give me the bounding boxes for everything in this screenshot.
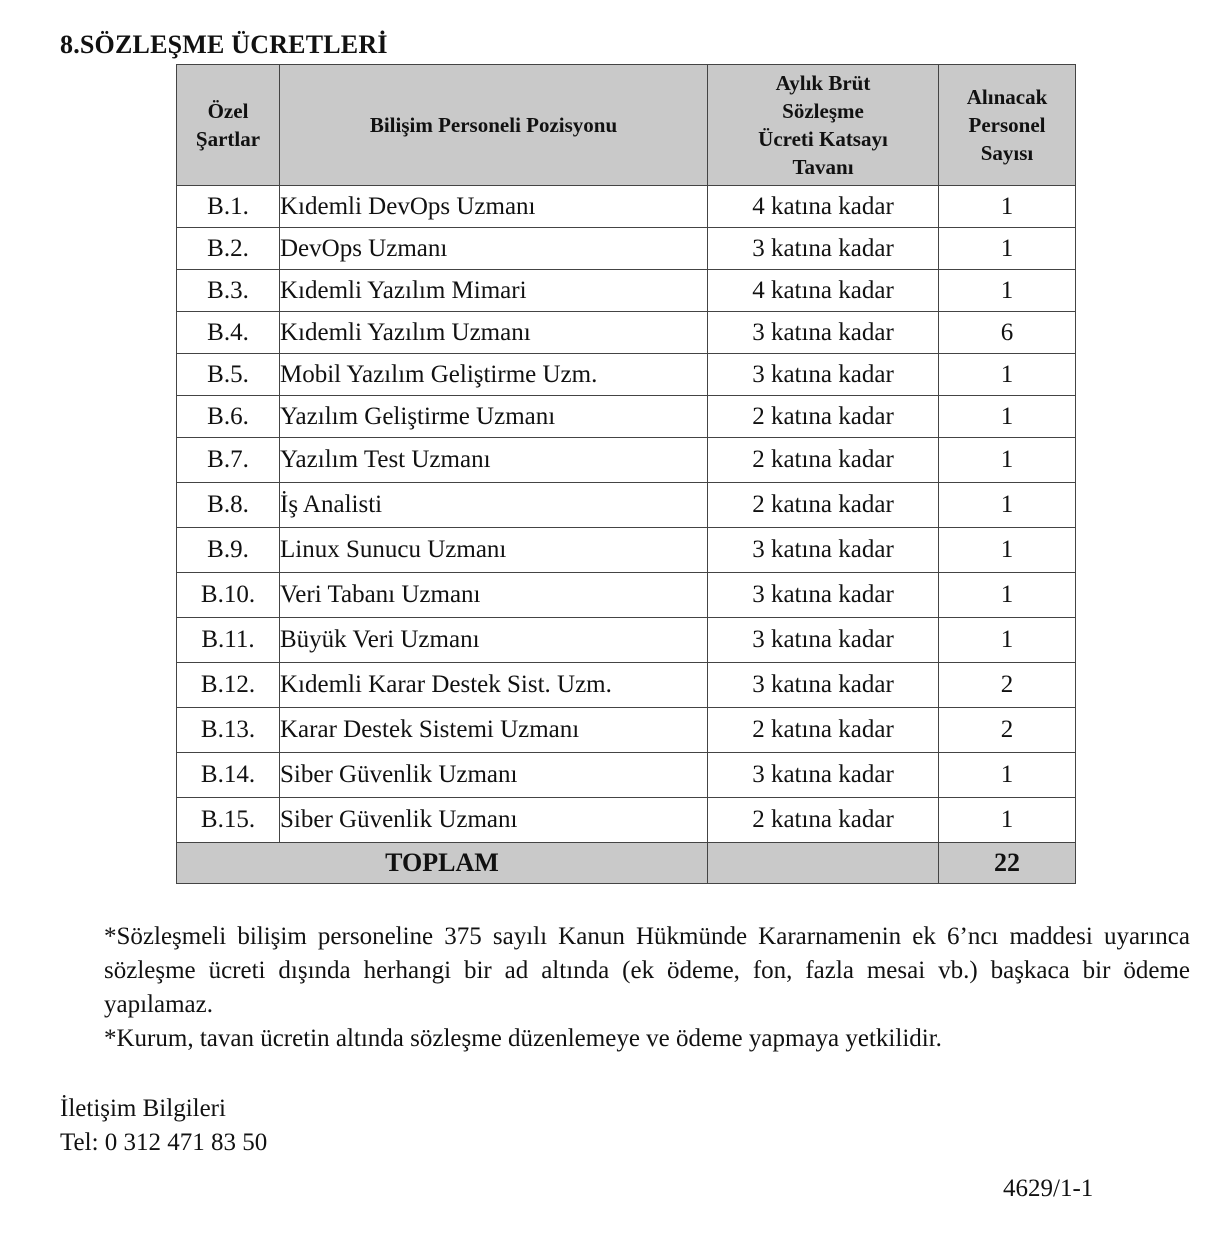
cell-coefficient: 2 katına kadar <box>708 708 939 753</box>
cell-count: 1 <box>939 753 1076 798</box>
cell-position: Karar Destek Sistemi Uzmanı <box>280 708 708 753</box>
section-title: 8.SÖZLEŞME ÜCRETLERİ <box>60 30 388 59</box>
cell-coefficient: 2 katına kadar <box>708 483 939 528</box>
note-paragraph: *Kurum, tavan ücretin altında sözleşme düzenlemeye ve ödeme yapmaya yetkilidir. <box>104 1025 942 1052</box>
cell-coefficient: 3 katına kadar <box>708 618 939 663</box>
header-line: Personel <box>968 113 1046 137</box>
cell-coefficient: 3 katına kadar <box>708 573 939 618</box>
table-row <box>177 312 1076 354</box>
cell-code: B.5. <box>177 354 280 396</box>
table-row <box>177 186 1076 228</box>
cell-code: B.9. <box>177 528 280 573</box>
cell-code: B.4. <box>177 312 280 354</box>
table-row <box>177 354 1076 396</box>
cell-position: Siber Güvenlik Uzmanı <box>280 798 708 843</box>
cell-count: 2 <box>939 708 1076 753</box>
note-paragraph: *Sözleşmeli bilişim personeline 375 sayılı Kanun Hükmünde Kararnamenin ek 6’ncı maddesi uyarınca sözleşme ücreti dışında herhangi bir ad altında (ek ödeme, fon, fazla mesai vb.) başkaca bir ödeme yapılamaz. <box>104 923 1190 1018</box>
cell-position: Yazılım Test Uzmanı <box>280 438 708 483</box>
table-row <box>177 798 1076 843</box>
header-line: Bilişim Personeli Pozisyonu <box>369 113 618 137</box>
header-line: Şartlar <box>195 127 261 151</box>
notes <box>104 920 1190 1056</box>
cell-count: 1 <box>939 186 1076 228</box>
cell-count: 1 <box>939 228 1076 270</box>
total-label: TOPLAM <box>177 843 708 884</box>
cell-position: DevOps Uzmanı <box>280 228 708 270</box>
cell-count: 1 <box>939 396 1076 438</box>
cell-coefficient: 3 katına kadar <box>708 312 939 354</box>
cell-code: B.3. <box>177 270 280 312</box>
contract-fees-table <box>176 64 1076 884</box>
cell-position: Kıdemli Karar Destek Sist. Uzm. <box>280 663 708 708</box>
header-personnel-count <box>939 65 1076 186</box>
cell-code: B.1. <box>177 186 280 228</box>
table-row <box>177 753 1076 798</box>
cell-position: Linux Sunucu Uzmanı <box>280 528 708 573</box>
cell-count: 1 <box>939 270 1076 312</box>
total-empty-cell <box>708 843 939 884</box>
header-special-conditions <box>177 65 280 186</box>
header-salary-coefficient <box>708 65 939 186</box>
cell-code: B.15. <box>177 798 280 843</box>
cell-position: Veri Tabanı Uzmanı <box>280 573 708 618</box>
cell-count: 6 <box>939 312 1076 354</box>
header-line: Sayısı <box>980 141 1034 165</box>
cell-coefficient: 4 katına kadar <box>708 270 939 312</box>
cell-count: 1 <box>939 573 1076 618</box>
header-line: Özel <box>207 99 249 123</box>
cell-position: İş Analisti <box>280 483 708 528</box>
cell-code: B.7. <box>177 438 280 483</box>
cell-code: B.8. <box>177 483 280 528</box>
cell-position: Kıdemli Yazılım Uzmanı <box>280 312 708 354</box>
table-row <box>177 228 1076 270</box>
table-row <box>177 483 1076 528</box>
contact-heading: İletişim Bilgileri <box>60 1095 226 1122</box>
cell-code: B.12. <box>177 663 280 708</box>
header-line: Sözleşme <box>782 99 864 123</box>
table-row <box>177 396 1076 438</box>
cell-position: Büyük Veri Uzmanı <box>280 618 708 663</box>
contact-info <box>60 1092 267 1160</box>
cell-count: 1 <box>939 798 1076 843</box>
contact-phone: Tel: 0 312 471 83 50 <box>60 1129 268 1156</box>
cell-coefficient: 3 katına kadar <box>708 663 939 708</box>
header-line: Ücreti Katsayı <box>758 127 888 151</box>
cell-coefficient: 3 katına kadar <box>708 228 939 270</box>
cell-code: B.13. <box>177 708 280 753</box>
table-row <box>177 573 1076 618</box>
cell-position: Mobil Yazılım Geliştirme Uzm. <box>280 354 708 396</box>
total-value: 22 <box>939 843 1076 884</box>
table-row <box>177 708 1076 753</box>
table-row <box>177 528 1076 573</box>
table-header-row <box>177 65 1076 186</box>
table-row <box>177 270 1076 312</box>
cell-count: 1 <box>939 354 1076 396</box>
cell-count: 1 <box>939 483 1076 528</box>
table-row <box>177 663 1076 708</box>
header-line: Alınacak <box>966 85 1048 109</box>
cell-code: B.2. <box>177 228 280 270</box>
table-body <box>177 186 1076 843</box>
header-position <box>280 65 708 186</box>
cell-code: B.14. <box>177 753 280 798</box>
cell-coefficient: 3 katına kadar <box>708 354 939 396</box>
total-row <box>177 843 1076 884</box>
cell-position: Siber Güvenlik Uzmanı <box>280 753 708 798</box>
cell-count: 1 <box>939 618 1076 663</box>
table-row <box>177 438 1076 483</box>
cell-coefficient: 2 katına kadar <box>708 438 939 483</box>
cell-count: 1 <box>939 438 1076 483</box>
header-line: Aylık Brüt <box>775 71 871 95</box>
table-row <box>177 618 1076 663</box>
cell-code: B.10. <box>177 573 280 618</box>
cell-code: B.11. <box>177 618 280 663</box>
cell-coefficient: 2 katına kadar <box>708 798 939 843</box>
cell-coefficient: 3 katına kadar <box>708 753 939 798</box>
cell-count: 2 <box>939 663 1076 708</box>
cell-coefficient: 4 katına kadar <box>708 186 939 228</box>
cell-coefficient: 2 katına kadar <box>708 396 939 438</box>
header-line: Tavanı <box>792 155 854 179</box>
cell-count: 1 <box>939 528 1076 573</box>
cell-code: B.6. <box>177 396 280 438</box>
cell-position: Kıdemli DevOps Uzmanı <box>280 186 708 228</box>
cell-coefficient: 3 katına kadar <box>708 528 939 573</box>
document-number: 4629/1-1 <box>1003 1175 1094 1202</box>
cell-position: Yazılım Geliştirme Uzmanı <box>280 396 708 438</box>
cell-position: Kıdemli Yazılım Mimari <box>280 270 708 312</box>
